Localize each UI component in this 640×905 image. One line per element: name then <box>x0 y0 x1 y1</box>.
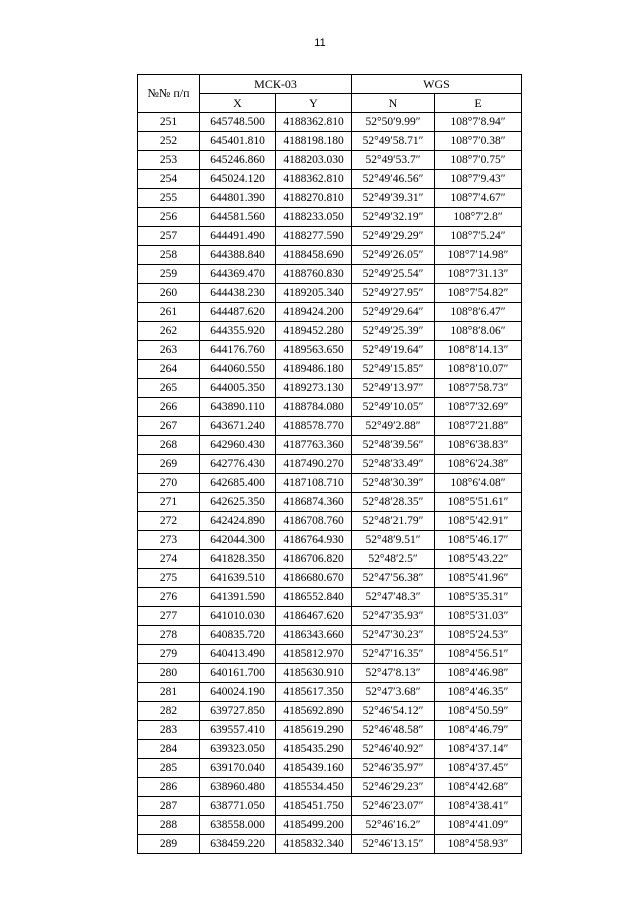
cell-point-number: 252 <box>138 132 200 151</box>
cell-n: 52°46′40.92″ <box>352 740 435 759</box>
cell-point-number: 278 <box>138 626 200 645</box>
cell-point-number: 256 <box>138 208 200 227</box>
page-number: 11 <box>314 37 326 49</box>
cell-e: 108°5′24.53″ <box>435 626 522 645</box>
cell-e: 108°4′37.14″ <box>435 740 522 759</box>
cell-n: 52°46′54.12″ <box>352 702 435 721</box>
cell-e: 108°8′14.13″ <box>435 341 522 360</box>
cell-n: 52°48′39.56″ <box>352 436 435 455</box>
cell-y: 4186680.670 <box>276 569 352 588</box>
cell-e: 108°4′56.51″ <box>435 645 522 664</box>
header-x: X <box>200 94 276 113</box>
cell-n: 52°49′25.39″ <box>352 322 435 341</box>
cell-point-number: 251 <box>138 113 200 132</box>
header-point-number: №№ п/п <box>138 75 200 113</box>
cell-n: 52°46′48.58″ <box>352 721 435 740</box>
table-row <box>138 246 522 265</box>
table-row <box>138 436 522 455</box>
cell-n: 52°48′33.49″ <box>352 455 435 474</box>
cell-n: 52°49′58.71″ <box>352 132 435 151</box>
cell-n: 52°49′2.88″ <box>352 417 435 436</box>
cell-point-number: 253 <box>138 151 200 170</box>
table-row <box>138 721 522 740</box>
cell-x: 642960.430 <box>200 436 276 455</box>
table-row <box>138 227 522 246</box>
cell-n: 52°49′53.7″ <box>352 151 435 170</box>
cell-x: 639323.050 <box>200 740 276 759</box>
cell-e: 108°7′4.67″ <box>435 189 522 208</box>
cell-point-number: 273 <box>138 531 200 550</box>
header-y: Y <box>276 94 352 113</box>
cell-e: 108°4′46.79″ <box>435 721 522 740</box>
cell-y: 4186706.820 <box>276 550 352 569</box>
header-n: N <box>352 94 435 113</box>
cell-x: 639727.850 <box>200 702 276 721</box>
cell-point-number: 282 <box>138 702 200 721</box>
cell-e: 108°7′32.69″ <box>435 398 522 417</box>
cell-y: 4185630.910 <box>276 664 352 683</box>
cell-x: 640024.190 <box>200 683 276 702</box>
table-row <box>138 493 522 512</box>
cell-point-number: 277 <box>138 607 200 626</box>
cell-n: 52°49′32.19″ <box>352 208 435 227</box>
cell-n: 52°49′29.64″ <box>352 303 435 322</box>
cell-e: 108°5′43.22″ <box>435 550 522 569</box>
cell-e: 108°5′42.91″ <box>435 512 522 531</box>
cell-y: 4185812.970 <box>276 645 352 664</box>
table-row <box>138 607 522 626</box>
table-row <box>138 645 522 664</box>
table-row <box>138 816 522 835</box>
cell-x: 642044.300 <box>200 531 276 550</box>
table-body <box>138 113 522 854</box>
table-row <box>138 588 522 607</box>
table-row <box>138 284 522 303</box>
cell-point-number: 261 <box>138 303 200 322</box>
cell-x: 638960.480 <box>200 778 276 797</box>
table-row <box>138 208 522 227</box>
cell-x: 642685.400 <box>200 474 276 493</box>
cell-x: 640161.700 <box>200 664 276 683</box>
cell-n: 52°49′10.05″ <box>352 398 435 417</box>
cell-y: 4185692.890 <box>276 702 352 721</box>
cell-x: 641391.590 <box>200 588 276 607</box>
table-row <box>138 265 522 284</box>
cell-n: 52°46′13.15″ <box>352 835 435 854</box>
cell-y: 4188270.810 <box>276 189 352 208</box>
cell-point-number: 262 <box>138 322 200 341</box>
cell-y: 4186708.760 <box>276 512 352 531</box>
cell-n: 52°47′56.38″ <box>352 569 435 588</box>
cell-x: 644388.840 <box>200 246 276 265</box>
cell-n: 52°47′16.35″ <box>352 645 435 664</box>
cell-x: 645748.500 <box>200 113 276 132</box>
cell-point-number: 285 <box>138 759 200 778</box>
cell-n: 52°49′29.29″ <box>352 227 435 246</box>
cell-e: 108°4′42.68″ <box>435 778 522 797</box>
cell-point-number: 270 <box>138 474 200 493</box>
table-row <box>138 189 522 208</box>
cell-point-number: 254 <box>138 170 200 189</box>
table-row <box>138 531 522 550</box>
cell-e: 108°7′9.43″ <box>435 170 522 189</box>
cell-x: 641639.510 <box>200 569 276 588</box>
header-group-wgs: WGS <box>352 75 522 94</box>
cell-e: 108°7′31.13″ <box>435 265 522 284</box>
cell-n: 52°49′15.85″ <box>352 360 435 379</box>
cell-x: 644581.560 <box>200 208 276 227</box>
cell-point-number: 283 <box>138 721 200 740</box>
table-row <box>138 113 522 132</box>
cell-y: 4189273.130 <box>276 379 352 398</box>
cell-n: 52°46′23.07″ <box>352 797 435 816</box>
cell-e: 108°7′54.82″ <box>435 284 522 303</box>
cell-y: 4189205.340 <box>276 284 352 303</box>
table-row <box>138 170 522 189</box>
cell-y: 4188784.080 <box>276 398 352 417</box>
cell-n: 52°49′26.05″ <box>352 246 435 265</box>
cell-x: 644491.490 <box>200 227 276 246</box>
cell-n: 52°49′27.95″ <box>352 284 435 303</box>
coordinates-table <box>137 74 522 854</box>
cell-y: 4188760.830 <box>276 265 352 284</box>
cell-y: 4187763.360 <box>276 436 352 455</box>
cell-y: 4188362.810 <box>276 113 352 132</box>
cell-point-number: 275 <box>138 569 200 588</box>
cell-y: 4185832.340 <box>276 835 352 854</box>
cell-point-number: 259 <box>138 265 200 284</box>
cell-x: 644369.470 <box>200 265 276 284</box>
cell-e: 108°7′0.75″ <box>435 151 522 170</box>
cell-x: 644355.920 <box>200 322 276 341</box>
table-row <box>138 341 522 360</box>
cell-e: 108°7′5.24″ <box>435 227 522 246</box>
cell-x: 639557.410 <box>200 721 276 740</box>
cell-y: 4187108.710 <box>276 474 352 493</box>
cell-n: 52°46′29.23″ <box>352 778 435 797</box>
table-row <box>138 417 522 436</box>
cell-point-number: 281 <box>138 683 200 702</box>
cell-y: 4185451.750 <box>276 797 352 816</box>
cell-n: 52°47′8.13″ <box>352 664 435 683</box>
table-row <box>138 683 522 702</box>
cell-y: 4189452.280 <box>276 322 352 341</box>
table-row <box>138 569 522 588</box>
cell-point-number: 255 <box>138 189 200 208</box>
cell-n: 52°47′30.23″ <box>352 626 435 645</box>
cell-x: 641828.350 <box>200 550 276 569</box>
cell-y: 4189563.650 <box>276 341 352 360</box>
cell-x: 645246.860 <box>200 151 276 170</box>
cell-y: 4185617.350 <box>276 683 352 702</box>
cell-n: 52°48′28.35″ <box>352 493 435 512</box>
cell-n: 52°50′9.99″ <box>352 113 435 132</box>
table-row <box>138 512 522 531</box>
cell-y: 4187490.270 <box>276 455 352 474</box>
cell-x: 643671.240 <box>200 417 276 436</box>
cell-y: 4186764.930 <box>276 531 352 550</box>
cell-n: 52°48′21.79″ <box>352 512 435 531</box>
cell-e: 108°5′31.03″ <box>435 607 522 626</box>
table-row <box>138 778 522 797</box>
cell-e: 108°4′38.41″ <box>435 797 522 816</box>
table-row <box>138 664 522 683</box>
cell-y: 4185439.160 <box>276 759 352 778</box>
cell-x: 642776.430 <box>200 455 276 474</box>
cell-point-number: 274 <box>138 550 200 569</box>
cell-x: 639170.040 <box>200 759 276 778</box>
table-row <box>138 303 522 322</box>
cell-e: 108°6′4.08″ <box>435 474 522 493</box>
cell-e: 108°7′2.8″ <box>435 208 522 227</box>
cell-e: 108°5′35.31″ <box>435 588 522 607</box>
table-header <box>138 75 522 113</box>
cell-n: 52°49′19.64″ <box>352 341 435 360</box>
table-row <box>138 455 522 474</box>
cell-x: 644060.550 <box>200 360 276 379</box>
cell-point-number: 284 <box>138 740 200 759</box>
table-row <box>138 474 522 493</box>
cell-y: 4188233.050 <box>276 208 352 227</box>
cell-n: 52°49′39.31″ <box>352 189 435 208</box>
cell-y: 4186467.620 <box>276 607 352 626</box>
cell-n: 52°47′35.93″ <box>352 607 435 626</box>
cell-x: 638459.220 <box>200 835 276 854</box>
cell-e: 108°7′21.88″ <box>435 417 522 436</box>
table-row <box>138 379 522 398</box>
cell-y: 4188578.770 <box>276 417 352 436</box>
cell-point-number: 258 <box>138 246 200 265</box>
cell-x: 642424.890 <box>200 512 276 531</box>
cell-y: 4185435.290 <box>276 740 352 759</box>
cell-e: 108°8′6.47″ <box>435 303 522 322</box>
cell-y: 4188203.030 <box>276 151 352 170</box>
cell-point-number: 288 <box>138 816 200 835</box>
cell-x: 644005.350 <box>200 379 276 398</box>
table-row <box>138 797 522 816</box>
table-row <box>138 132 522 151</box>
cell-y: 4188362.810 <box>276 170 352 189</box>
cell-e: 108°4′50.59″ <box>435 702 522 721</box>
cell-x: 644176.760 <box>200 341 276 360</box>
cell-n: 52°46′35.97″ <box>352 759 435 778</box>
cell-e: 108°4′58.93″ <box>435 835 522 854</box>
cell-x: 642625.350 <box>200 493 276 512</box>
cell-n: 52°48′2.5″ <box>352 550 435 569</box>
cell-y: 4189486.180 <box>276 360 352 379</box>
cell-e: 108°4′46.35″ <box>435 683 522 702</box>
cell-point-number: 287 <box>138 797 200 816</box>
cell-point-number: 271 <box>138 493 200 512</box>
table-row <box>138 360 522 379</box>
cell-e: 108°5′41.96″ <box>435 569 522 588</box>
cell-point-number: 267 <box>138 417 200 436</box>
cell-point-number: 266 <box>138 398 200 417</box>
cell-point-number: 276 <box>138 588 200 607</box>
cell-e: 108°7′58.73″ <box>435 379 522 398</box>
cell-point-number: 264 <box>138 360 200 379</box>
cell-x: 645024.120 <box>200 170 276 189</box>
table-row <box>138 550 522 569</box>
cell-e: 108°4′41.09″ <box>435 816 522 835</box>
cell-e: 108°7′14.98″ <box>435 246 522 265</box>
table-row <box>138 759 522 778</box>
cell-x: 643890.110 <box>200 398 276 417</box>
cell-point-number: 279 <box>138 645 200 664</box>
table-row <box>138 702 522 721</box>
table-row <box>138 835 522 854</box>
cell-x: 644438.230 <box>200 284 276 303</box>
cell-e: 108°4′46.98″ <box>435 664 522 683</box>
cell-y: 4189424.200 <box>276 303 352 322</box>
cell-y: 4188198.180 <box>276 132 352 151</box>
table-row <box>138 626 522 645</box>
table-row <box>138 151 522 170</box>
cell-point-number: 272 <box>138 512 200 531</box>
cell-point-number: 286 <box>138 778 200 797</box>
cell-x: 644487.620 <box>200 303 276 322</box>
cell-e: 108°8′8.06″ <box>435 322 522 341</box>
cell-y: 4185534.450 <box>276 778 352 797</box>
table-row <box>138 322 522 341</box>
header-e: E <box>435 94 522 113</box>
cell-y: 4186552.840 <box>276 588 352 607</box>
table-row <box>138 398 522 417</box>
cell-n: 52°48′30.39″ <box>352 474 435 493</box>
cell-point-number: 260 <box>138 284 200 303</box>
cell-x: 645401.810 <box>200 132 276 151</box>
cell-e: 108°7′0.38″ <box>435 132 522 151</box>
cell-n: 52°47′3.68″ <box>352 683 435 702</box>
cell-n: 52°46′16.2″ <box>352 816 435 835</box>
cell-e: 108°5′51.61″ <box>435 493 522 512</box>
cell-e: 108°5′46.17″ <box>435 531 522 550</box>
cell-y: 4186343.660 <box>276 626 352 645</box>
cell-y: 4188277.590 <box>276 227 352 246</box>
cell-point-number: 269 <box>138 455 200 474</box>
cell-x: 640835.720 <box>200 626 276 645</box>
cell-x: 641010.030 <box>200 607 276 626</box>
cell-point-number: 280 <box>138 664 200 683</box>
header-group-msk: МСК-03 <box>200 75 352 94</box>
cell-y: 4188458.690 <box>276 246 352 265</box>
cell-point-number: 268 <box>138 436 200 455</box>
cell-n: 52°48′9.51″ <box>352 531 435 550</box>
cell-x: 638771.050 <box>200 797 276 816</box>
table-row <box>138 740 522 759</box>
cell-x: 644801.390 <box>200 189 276 208</box>
cell-y: 4186874.360 <box>276 493 352 512</box>
cell-e: 108°6′38.83″ <box>435 436 522 455</box>
cell-y: 4185499.200 <box>276 816 352 835</box>
cell-point-number: 263 <box>138 341 200 360</box>
cell-point-number: 289 <box>138 835 200 854</box>
cell-y: 4185619.290 <box>276 721 352 740</box>
cell-e: 108°7′8.94″ <box>435 113 522 132</box>
cell-point-number: 257 <box>138 227 200 246</box>
cell-x: 640413.490 <box>200 645 276 664</box>
cell-x: 638558.000 <box>200 816 276 835</box>
cell-n: 52°47′48.3″ <box>352 588 435 607</box>
cell-e: 108°4′37.45″ <box>435 759 522 778</box>
cell-n: 52°49′46.56″ <box>352 170 435 189</box>
cell-e: 108°6′24.38″ <box>435 455 522 474</box>
cell-n: 52°49′13.97″ <box>352 379 435 398</box>
cell-e: 108°8′10.07″ <box>435 360 522 379</box>
cell-point-number: 265 <box>138 379 200 398</box>
cell-n: 52°49′25.54″ <box>352 265 435 284</box>
